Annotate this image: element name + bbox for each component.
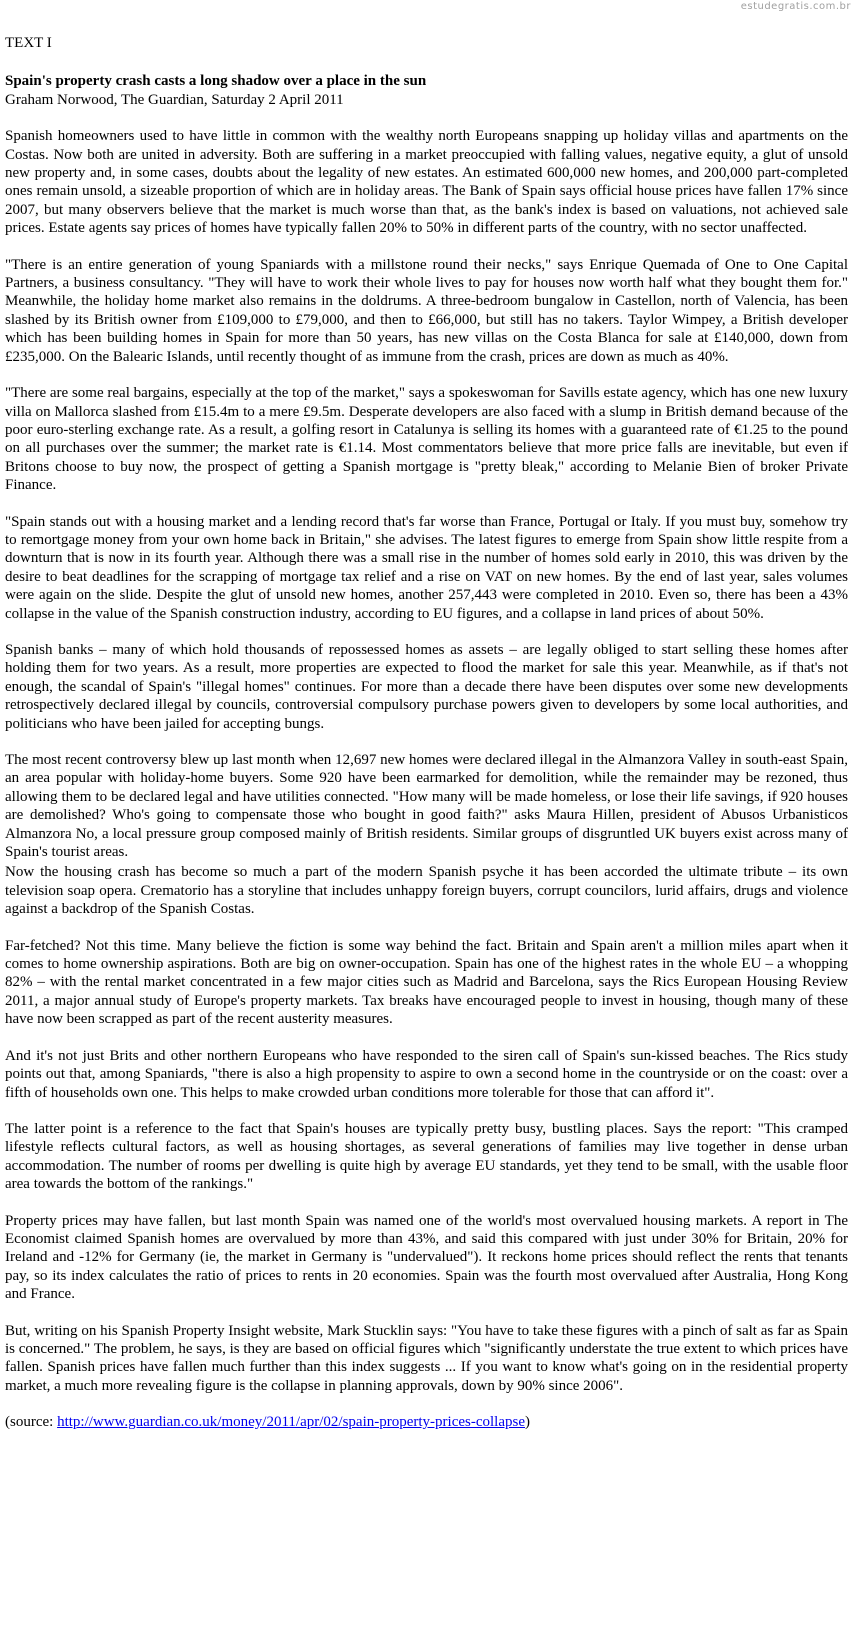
paragraph-6: The most recent controversy blew up last month when 12,697 new homes were declared illegal in the Almanzora Valley in south-east Spain, an area popular with holiday-home buyers. Some 920 have been earmarked for demolition, while the remainder may be rezoned, thus allowing them to be declared legal and have utilities connected. "How many will be made homeless, or lose their life savings, if 920 houses are demolished? Who's going to compensate those who bought in good faith?" asks Maura Hillen, president of Abusos Urbanisticos Almanzora No, a local pressure group composed mainly of British residents. Similar groups of disgruntled UK buyers exist across many of Spain's tourist areas. — [5, 752, 848, 861]
paragraph-9: And it's not just Brits and other northern Europeans who have responded to the siren call of Spain's sun-kissed beaches. The Rics study points out that, among Spaniards, "there is also a high propensity to aspire to own a second home in the countryside or on the coast: over a fifth of households own one. This helps to make crowded urban conditions more tolerable for those that can afford it". — [5, 1047, 848, 1101]
source-line — [5, 1413, 848, 1431]
paragraph-2: "There is an entire generation of young Spaniards with a millstone round their necks," says Enrique Quemada of One to One Capital Partners, a business consultancy. "They will have to work their whole lives to pay for houses now worth half what they bought them for." Meanwhile, the holiday home market also remains in the doldrums. A three-bedroom bungalow in Castellon, north of Valencia, has been slashed by its British owner from £109,000 to £79,000, and then to £66,000, but still has no takers. Taylor Wimpey, a British developer which has been building homes in Spain for more than 50 years, has new villas on the Costa Blanca for sale at £140,000, down from £235,000. On the Balearic Islands, until recently thought of as immune from the crash, prices are down as much as 40%. — [5, 256, 848, 365]
paragraph-5: Spanish banks – many of which hold thousands of repossessed homes as assets – are legally obliged to start selling these homes after holding them for two years. As a result, more properties are expected to flood the market for sale this year. Meanwhile, as if that's not enough, the scandal of Spain's "illegal homes" continues. For more than a decade there have been disputes over some new developments retrospectively declared illegal by councils, controversial compulsory purchase powers given to developers by some local authorities, and politicians who have been jailed for accepting bungs. — [5, 641, 848, 732]
paragraph-1: Spanish homeowners used to have little in common with the wealthy north Europeans snapping up holiday villas and apartments on the Costas. Now both are united in adversity. Both are suffering in a market preoccupied with falling values, negative equity, a glut of unsold new property and, in some cases, doubts about the legality of new estates. An estimated 600,000 new homes, and 200,000 part-completed ones remain unsold, a sizeable proportion of which are in holiday areas. The Bank of Spain says official house prices have fallen 17% since 2007, but many observers believe that the market is much worse than that, as the bank's index is based on valuations, not achieved sale prices. Estate agents say prices of homes have typically fallen 20% to 50% in different parts of the country, with no sector unaffected. — [5, 128, 848, 237]
watermark: estudegratis.com.br — [740, 1, 851, 12]
source-link[interactable]: http://www.guardian.co.uk/money/2011/apr/02/spain-property-prices-collapse — [57, 1414, 525, 1431]
text-label: TEXT I — [5, 35, 52, 51]
document — [5, 34, 848, 1432]
article-byline: Graham Norwood, The Guardian, Saturday 2 April 2011 — [5, 91, 344, 108]
paragraph-8: Far-fetched? Not this time. Many believe the fiction is some way behind the fact. Britain and Spain aren't a million miles apart when it comes to home ownership aspirations. Both are big on owner-occupation. Spain has one of the highest rates in the whole EU – a whopping 82% – with the rental market concentrated in a few major cities such as Madrid and Barcelona, says the Rics European Housing Review 2011, a major annual study of Europe's property markets. Tax breaks have encouraged people to invest in housing, though many of these have now been scrapped as part of the recent austerity measures. — [5, 937, 848, 1028]
paragraph-11: Property prices may have fallen, but last month Spain was named one of the world's most overvalued housing markets. A report in The Economist claimed Spanish homes are overvalued by more than 43%, and said this compared with just under 30% for Britain, 20% for Ireland and -12% for Germany (ie, the market in Germany is "undervalued"). It reckons home prices should reflect the rents that tenants pay, so its index calculates the ratio of prices to rents in 20 economies. Spain was the fourth most overvalued after Australia, Hong Kong and France. — [5, 1212, 848, 1303]
article-title: Spain's property crash casts a long shadow over a place in the sun — [5, 73, 427, 90]
paragraph-7: Now the housing crash has become so much a part of the modern Spanish psyche it has been accorded the ultimate tribute – its own television soap opera. Crematorio has a storyline that includes unhappy foreign buyers, corrupt councilors, lurid affairs, drugs and violence against a backdrop of the Spanish Costas. — [5, 864, 848, 918]
paragraph-10: The latter point is a reference to the fact that Spain's houses are typically pretty busy, bustling places. Says the report: "This cramped lifestyle reflects cultural factors, as well as housing shortages, as several generations of families may live together in dense urban accommodation. The number of rooms per dwelling is quite high by average EU standards, yet they tend to be small, with the usable floor area towards the bottom of the rankings." — [5, 1120, 848, 1193]
paragraph-12: But, writing on his Spanish Property Insight website, Mark Stucklin says: "You have to take these figures with a pinch of salt as far as Spain is concerned." The problem, he says, is they are based on official figures which "significantly understate the true extent to which prices have fallen. Spanish prices have fallen much further than this index suggests ... If you want to know what's going on in the residential property market, a much more revealing figure is the collapse in planning approvals, down by 90% since 2006". — [5, 1322, 848, 1394]
source-suffix: ) — [525, 1414, 530, 1431]
paragraph-3: "There are some real bargains, especially at the top of the market," says a spokeswoman for Savills estate agency, which has one new luxury villa on Mallorca slashed from £15.4m to a mere £9.5m. Desperate developers are also faced with a slump in British demand because of the poor euro-sterling exchange rate. As a result, a golfing resort in Catalunya is selling its homes with a guaranteed rate of €1.25 to the pound on all purchases over the summer; the market rate is €1.14. Most commentators believe that more price falls are inevitable, but even if Britons choose to buy now, the prospect of getting a Spanish mortgage is "pretty bleak," according to Melanie Bien of broker Private Finance. — [5, 385, 848, 494]
source-prefix: (source: — [5, 1414, 58, 1431]
paragraph-4: "Spain stands out with a housing market and a lending record that's far worse than France, Portugal or Italy. If you must buy, somehow try to remortgage money from your own home back in Britain," she advises. The latest figures to emerge from Spain show little respite from a downturn that is now in its fourth year. Although there was a small rise in the number of homes sold early in 2010, this was driven by the desire to beat deadlines for the scrapping of mortgage tax relief and a rise on VAT on new homes. By the end of last year, sales volumes were again on the slide. Despite the glut of unsold new homes, another 257,443 were completed in 2010. Even so, there has been a 43% collapse in the value of the Spanish construction industry, according to EU figures, and a collapse in land prices of about 50%. — [5, 513, 848, 622]
